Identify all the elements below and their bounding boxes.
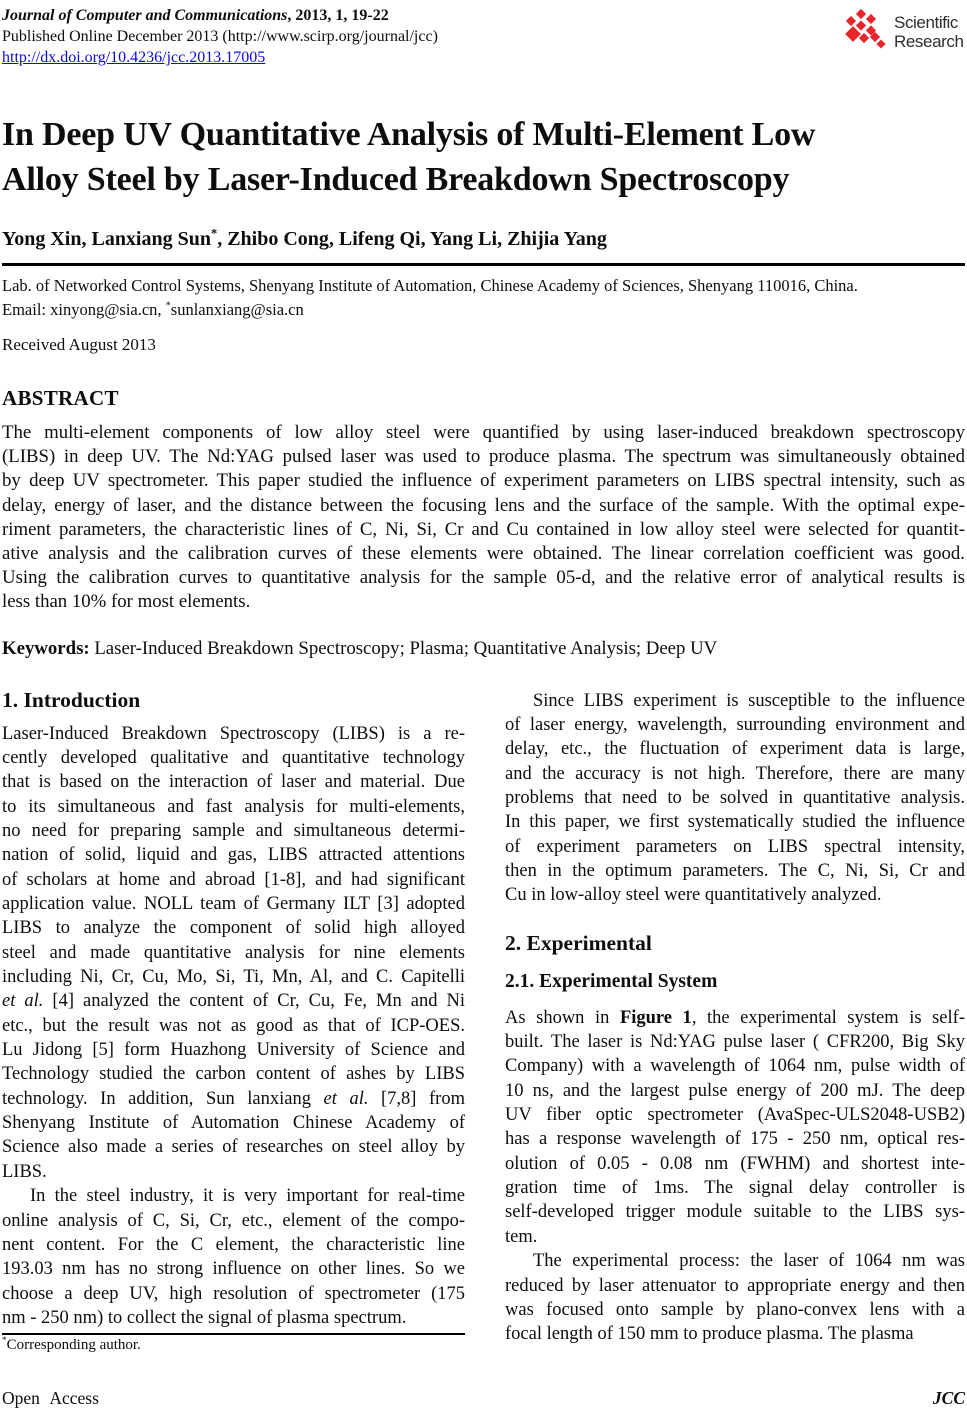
- published-line: Published Online December 2013 (http://www.scirp.org/journal/jcc): [2, 28, 438, 45]
- text-line: delay, energy of laser, and the distance between the focusing lens and the surface of the sample. With the optimal expe-: [2, 494, 965, 516]
- text-line: nent content. For the C element, the characteristic line: [2, 1234, 465, 1255]
- text-segment: technology. In addition, Sun lanxiang: [2, 1088, 324, 1109]
- text-line: nation of solid, liquid and gas, LIBS attracted attentions: [2, 845, 465, 866]
- text-segment: et al.: [323, 1088, 369, 1109]
- text-line: nm - 250 nm) to collect the signal of plasma spectrum.: [2, 1307, 407, 1328]
- left-column: [2, 686, 465, 1355]
- section-2-heading: 2. Experimental: [505, 930, 652, 955]
- text-line: olution of 0.05 - 0.08 nm (FWHM) and shortest inte-: [505, 1153, 965, 1174]
- text-line: to its simultaneous and fast analysis for multi-elements,: [2, 796, 465, 817]
- journal-abbrev: JCC: [932, 1388, 965, 1408]
- authors-divider: [2, 263, 965, 266]
- text-line: 10 ns, and the largest pulse energy of 200 mJ. The deep: [505, 1080, 965, 1101]
- paper-title-line1: In Deep UV Quantitative Analysis of Multi-Element Low: [2, 116, 816, 153]
- text-line: less than 10% for most elements.: [2, 591, 251, 613]
- text-line: LIBS to analyze the component of solid high alloyed: [2, 918, 465, 939]
- text-line: of laser energy, wavelength, surrounding environment and: [505, 714, 965, 735]
- text-line: of experiment parameters on LIBS spectral intensity,: [505, 836, 965, 857]
- text-line: has a response wavelength of 175 - 250 nm, optical res-: [505, 1129, 965, 1150]
- text-line: Using the calibration curves to quantitative analysis for the sample 05-d, and the relative error of analytical results is: [2, 567, 965, 589]
- text-segment: et al.: [2, 991, 44, 1012]
- text-line: by deep UV spectrometer. This paper studied the influence of experiment parameters on LIBS spectral intensity, such as: [2, 470, 965, 492]
- two-column-body: [2, 686, 965, 1355]
- experimental-paragraph-1: [505, 1006, 965, 1249]
- text-line: delay, etc., the fluctuation of experiment data is large,: [505, 739, 965, 760]
- text-line: including Ni, Cr, Cu, Mo, Si, Ti, Mn, Al, and C. Capitelli: [2, 967, 465, 988]
- text-line: online analysis of C, Si, Cr, etc., element of the compo-: [2, 1210, 465, 1231]
- intro-paragraph-2: [2, 1184, 465, 1330]
- abstract-heading: ABSTRACT: [2, 386, 119, 410]
- section-2-1-heading: 2.1. Experimental System: [505, 970, 718, 992]
- intro-paragraph-1: [2, 722, 465, 1185]
- paper-title-line2: Alloy Steel by Laser-Induced Breakdown Spectroscopy: [2, 161, 790, 198]
- affiliation: Lab. of Networked Control Systems, Shenyang Institute of Automation, Chinese Academy of Sciences, Shenyang 110016, China.: [2, 276, 858, 295]
- publisher-name: [894, 13, 964, 51]
- text-segment: Journal of Computer and Communications: [2, 7, 288, 24]
- publisher-name-line2: Research: [894, 32, 964, 51]
- text-line: UV fiber optic spectrometer (AvaSpec-ULS2048-USB2): [505, 1105, 965, 1126]
- footnote: [2, 1337, 465, 1354]
- text-line: Science also made a series of researches on steel alloy by: [2, 1137, 465, 1158]
- doi-link[interactable]: http://dx.doi.org/10.4236/jcc.2013.17005: [2, 49, 266, 66]
- paper-title: [2, 112, 965, 202]
- text-line: Since LIBS experiment is susceptible to the influence: [533, 690, 965, 711]
- text-segment: Figure 1: [619, 1007, 692, 1028]
- keywords-line: [2, 638, 965, 660]
- text-line: application value. NOLL team of Germany ILT [3] adopted: [2, 894, 465, 915]
- abstract-body: [2, 421, 965, 615]
- email-line: [2, 298, 965, 322]
- text-line: tem.: [505, 1226, 538, 1247]
- text-line: [2, 989, 465, 1013]
- text-line: problems that need to be solved in quantitative analysis.: [505, 788, 965, 808]
- authors: [2, 228, 965, 251]
- text-segment: *: [2, 1336, 7, 1347]
- text-line: LIBS.: [2, 1161, 47, 1182]
- publisher-name-line1: Scientific: [894, 13, 959, 32]
- section-1-heading: 1. Introduction: [2, 687, 141, 712]
- text-line: In this paper, we first systematically studied the influence: [505, 812, 965, 833]
- text-line: cently developed qualitative and quantitative technology: [2, 747, 465, 768]
- text-line: Cu in low-alloy steel were quantitatively analyzed.: [505, 885, 882, 906]
- text-line: self-developed trigger module suitable to the LIBS sys-: [505, 1202, 965, 1223]
- text-segment: [4] analyzed the content of Cr, Cu, Fe, Mn and Ni: [43, 991, 465, 1012]
- scirp-diamonds-icon: [843, 7, 890, 54]
- page-footer: [2, 1388, 965, 1409]
- text-segment: , 2013, 1, 19-22: [287, 7, 389, 24]
- text-line: (LIBS) in deep UV. The Nd:YAG pulsed laser was used to produce plasma. The spectrum was simultaneously obtained: [2, 446, 965, 468]
- journal-header: [2, 5, 965, 68]
- text-segment: [7,8] from: [368, 1088, 465, 1109]
- text-segment: Email: xinyong@sia.cn,: [2, 300, 166, 319]
- text-segment: *: [165, 300, 171, 312]
- experimental-paragraph-2: [505, 1249, 965, 1346]
- text-line: was focused onto sample by plano-convex lens with a: [505, 1299, 965, 1320]
- text-line: Shenyang Institute of Automation Chinese Academy of: [2, 1113, 465, 1134]
- text-segment: *: [210, 226, 218, 241]
- text-line: that is based on the interaction of laser and material. Due: [2, 772, 465, 793]
- open-access-label: Open Access: [2, 1388, 99, 1408]
- text-line: ative analysis and the calibration curves of these elements were obtained. The linear correlation coefficient was good.: [2, 543, 965, 565]
- text-line: In the steel industry, it is very important for real-time: [30, 1186, 465, 1207]
- text-line: The multi-element components of low alloy steel were quantified by using laser-induced breakdown spectroscopy: [2, 422, 965, 443]
- text-line: then in the optimum parameters. The C, Ni, Si, Cr and: [505, 861, 965, 882]
- text-segment: Yong Xin, Lanxiang Sun: [2, 228, 211, 250]
- text-line: built. The laser is Nd:YAG pulse laser ( CFR200, Big Sky: [505, 1032, 965, 1053]
- received-date: Received August 2013: [2, 335, 156, 354]
- text-segment: , Zhibo Cong, Lifeng Qi, Yang Li, Zhijia Yang: [217, 228, 607, 250]
- text-line: The experimental process: the laser of 1064 nm was: [533, 1251, 965, 1272]
- text-line: [2, 1087, 465, 1111]
- text-line: riment parameters, the characteristic lines of C, Ni, Si, Cr and Cu contained in low alloy steel were selected for quantit-: [2, 518, 965, 540]
- text-line: Lu Jidong [5] form Huazhong University of Science and: [2, 1040, 465, 1061]
- text-line: no need for preparing sample and simultaneous determi-: [2, 821, 465, 841]
- text-line: and the accuracy is not high. Therefore, there are many: [505, 763, 965, 784]
- text-segment: As shown in: [505, 1007, 620, 1028]
- footnote-divider: [2, 1333, 465, 1335]
- text-line: reduced by laser attenuator to appropriate energy and then: [505, 1275, 965, 1296]
- text-line: focal length of 150 mm to produce plasma. The plasma: [505, 1324, 914, 1345]
- text-line: Technology studied the carbon content of ashes by LIBS: [2, 1064, 465, 1085]
- text-line: Laser-Induced Breakdown Spectroscopy (LIBS) is a re-: [2, 723, 465, 744]
- text-line: of scholars at home and abroad [1-8], and had significant: [2, 869, 465, 890]
- text-line: steel and made quantitative analysis for nine elements: [2, 942, 465, 963]
- text-segment: Laser-Induced Breakdown Spectroscopy; Plasma; Quantitative Analysis; Deep UV: [89, 637, 718, 659]
- text-line: gration time of 1ms. The signal delay controller is: [505, 1178, 965, 1199]
- journal-citation: [2, 5, 438, 26]
- journal-info: [2, 5, 438, 68]
- text-segment: Keywords:: [2, 637, 90, 659]
- text-line: Company) with a wavelength of 1064 nm, pulse width of: [505, 1056, 965, 1077]
- text-segment: , the experimental system is self-: [691, 1007, 965, 1028]
- publisher-logo: [843, 7, 965, 54]
- text-segment: Corresponding author.: [6, 1337, 141, 1354]
- text-segment: sunlanxiang@sia.cn: [170, 300, 304, 319]
- text-line: choose a deep UV, high resolution of spectrometer (175: [2, 1283, 465, 1304]
- text-line: 193.03 nm has no strong influence on other lines. So we: [2, 1259, 465, 1280]
- text-line: etc., but the result was not as good as that of ICP-OES.: [2, 1015, 465, 1036]
- text-line: [505, 1006, 965, 1030]
- right-column: [505, 686, 965, 1355]
- intro-paragraph-3: [505, 689, 965, 908]
